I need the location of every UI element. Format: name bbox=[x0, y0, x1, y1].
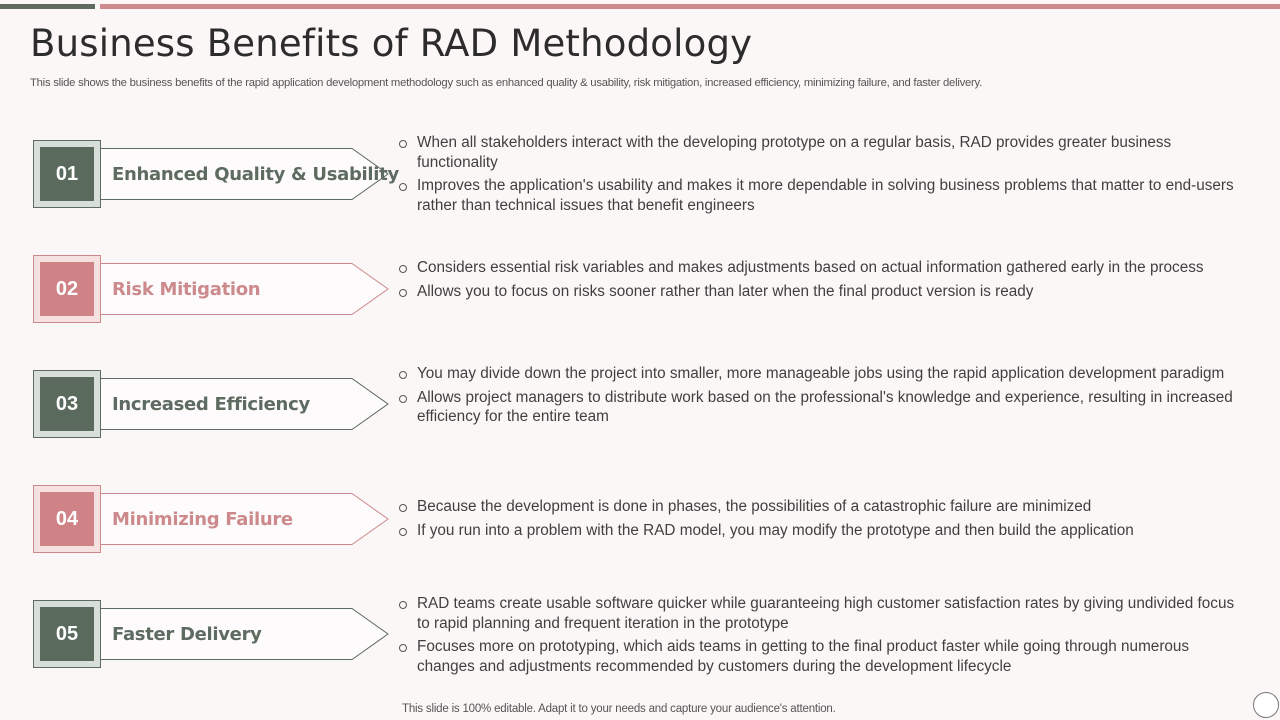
bullet-text: Improves the application's usability and makes it more dependable in solving business problems that matter to end-users rather than technical issues that benefit engineers bbox=[417, 177, 1234, 214]
hollow-circle-bullet-icon bbox=[399, 140, 407, 148]
number-badge bbox=[33, 600, 101, 668]
list-item bbox=[398, 637, 1238, 676]
number-label: 05 bbox=[40, 607, 94, 661]
bullet-text: RAD teams create usable software quicker while guaranteeing high customer satisfaction rates by giving undivided focus to rapid planning and frequent iteration in the prototype bbox=[417, 595, 1235, 632]
list-item bbox=[398, 388, 1238, 427]
hollow-circle-bullet-icon bbox=[399, 289, 407, 297]
list-item bbox=[398, 282, 1238, 302]
benefit-title: Increased Efficiency bbox=[112, 393, 310, 415]
number-label: 02 bbox=[40, 262, 94, 316]
benefit-description-list bbox=[398, 594, 1238, 680]
list-item bbox=[398, 521, 1238, 541]
benefit-title: Minimizing Failure bbox=[112, 508, 293, 530]
footer-note: This slide is 100% editable. Adapt it to your needs and capture your audience's attention. bbox=[402, 703, 836, 715]
list-item bbox=[398, 364, 1238, 384]
number-badge bbox=[33, 140, 101, 208]
benefit-title: Faster Delivery bbox=[112, 623, 262, 645]
bullet-text: When all stakeholders interact with the developing prototype on a regular basis, RAD provides greater business functionality bbox=[417, 134, 1172, 171]
hollow-circle-bullet-icon bbox=[399, 528, 407, 536]
number-badge bbox=[33, 485, 101, 553]
list-item bbox=[398, 497, 1238, 517]
list-item bbox=[398, 176, 1238, 215]
bullet-text: You may divide down the project into smaller, more manageable jobs using the rapid application development paradigm bbox=[417, 365, 1225, 382]
list-item bbox=[398, 133, 1238, 172]
hollow-circle-bullet-icon bbox=[399, 371, 407, 379]
hollow-circle-bullet-icon bbox=[399, 265, 407, 273]
benefit-description-list bbox=[398, 364, 1238, 431]
bullet-text: Focuses more on prototyping, which aids teams in getting to the final product faster while going through numerous changes and adjustments recommended by customers during the development lifecycle bbox=[417, 638, 1190, 675]
top-accent-bar-pink bbox=[100, 4, 1280, 9]
bullet-text: If you run into a problem with the RAD model, you may modify the prototype and then build the application bbox=[417, 521, 1134, 539]
top-accent-bar-green bbox=[0, 4, 95, 9]
list-item bbox=[398, 594, 1238, 633]
page-subtitle: This slide shows the business benefits of the rapid application development methodology such as enhanced quality & usability, risk mitigation, increased efficiency, minimizing failure, and faster delivery. bbox=[30, 77, 982, 89]
number-badge bbox=[33, 255, 101, 323]
benefit-description-list bbox=[398, 497, 1238, 544]
page-title: Business Benefits of RAD Methodology bbox=[30, 22, 753, 65]
number-label: 04 bbox=[40, 492, 94, 546]
number-label: 01 bbox=[40, 147, 94, 201]
number-label: 03 bbox=[40, 377, 94, 431]
benefit-arrow-banner bbox=[100, 148, 399, 200]
hollow-circle-bullet-icon bbox=[399, 601, 407, 609]
benefit-arrow-banner bbox=[100, 378, 390, 430]
bullet-text: Because the development is done in phases, the possibilities of a catastrophic failure are minimized bbox=[417, 498, 1092, 515]
bullet-text: Considers essential risk variables and makes adjustments based on actual information gathered early in the process bbox=[417, 259, 1204, 276]
hollow-circle-bullet-icon bbox=[399, 644, 407, 652]
benefit-arrow-banner bbox=[100, 608, 390, 660]
hollow-circle-bullet-icon bbox=[399, 395, 407, 403]
hollow-circle-bullet-icon bbox=[399, 504, 407, 512]
benefit-description-list bbox=[398, 258, 1238, 305]
benefit-title: Risk Mitigation bbox=[112, 278, 261, 300]
hollow-circle-bullet-icon bbox=[399, 183, 407, 191]
benefit-arrow-banner bbox=[100, 493, 390, 545]
benefit-arrow-banner bbox=[100, 263, 390, 315]
benefit-title: Enhanced Quality & Usability bbox=[112, 163, 399, 185]
benefit-description-list bbox=[398, 133, 1238, 219]
circle-icon[interactable] bbox=[1253, 692, 1279, 718]
list-item bbox=[398, 258, 1238, 278]
number-badge bbox=[33, 370, 101, 438]
bullet-text: Allows project managers to distribute work based on the professional's knowledge and experience, resulting in increased efficiency for the entire team bbox=[417, 388, 1233, 425]
bullet-text: Allows you to focus on risks sooner rather than later when the final product version is ready bbox=[417, 282, 1034, 300]
